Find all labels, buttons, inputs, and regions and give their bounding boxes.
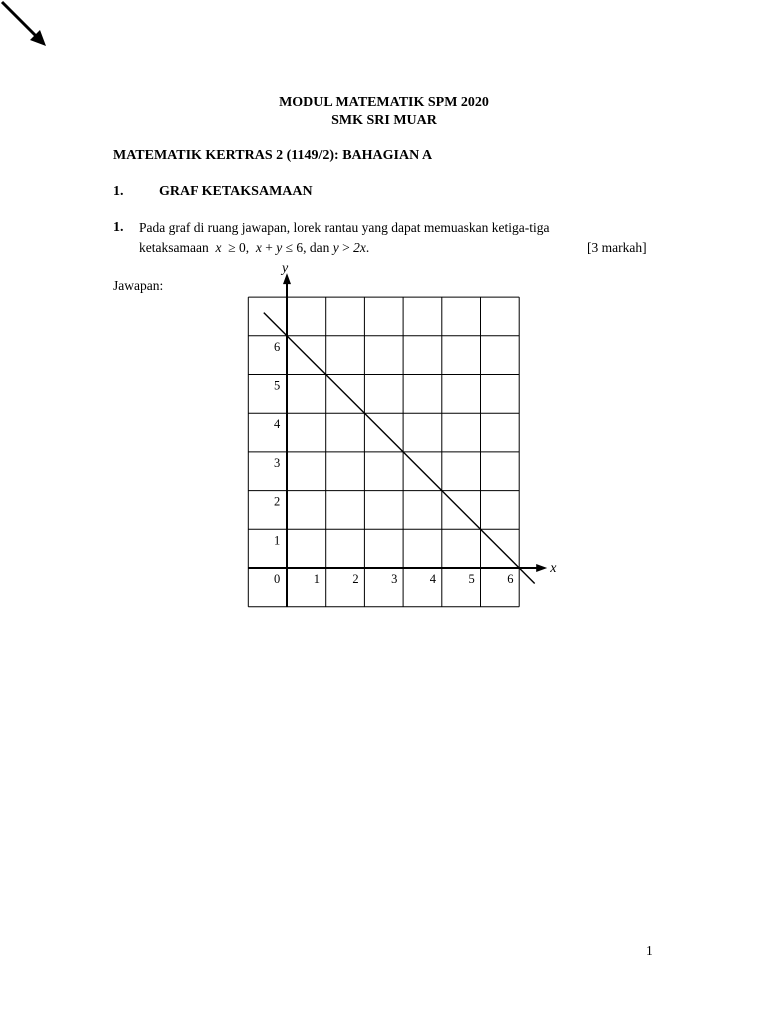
- ineq2-rest: ≤ 6, dan: [285, 240, 330, 255]
- y-tick-label: 1: [274, 533, 281, 548]
- y-tick-label: 5: [274, 378, 281, 393]
- y-axis-label: y: [282, 261, 289, 277]
- x-tick-label: 6: [507, 572, 514, 586]
- y-tick-label: 3: [274, 455, 281, 470]
- question-line-1: Pada graf di ruang jawapan, lorek rantau yang dapat memuaskan ketiga-tiga: [139, 220, 550, 235]
- series-lines: [264, 313, 535, 584]
- ineq3-gt: >: [342, 240, 350, 255]
- ineq2-plus: +: [265, 240, 273, 255]
- x-tick-label: 1: [313, 572, 320, 586]
- x-axis-label: x: [550, 561, 557, 576]
- x-tick-label: 5: [468, 572, 475, 586]
- answer-label: Jawapan:: [113, 278, 164, 293]
- ineq3-rhs: 2x: [353, 240, 366, 255]
- inequality-label: ketaksamaan: [139, 240, 209, 255]
- ineq3-end: .: [365, 240, 370, 255]
- x-axis-arrow: [536, 564, 547, 572]
- x-tick-label: 2: [352, 572, 359, 586]
- ineq1-var: x: [215, 240, 222, 255]
- x-tick-label: 0: [274, 572, 281, 586]
- paper-heading: MATEMATIK KERTRAS 2 (1149/2): BAHAGIAN A: [113, 148, 433, 163]
- page-number: 1: [646, 943, 653, 958]
- section-number: 1.: [113, 184, 124, 199]
- marks-label: [3 markah]: [587, 240, 647, 255]
- tick-labels: [274, 340, 513, 586]
- y-tick-label: 6: [274, 339, 281, 354]
- document-title: MODUL MATEMATIK SPM 2020: [279, 95, 489, 110]
- ineq1-rest: ≥ 0,: [228, 240, 250, 255]
- y-tick-label: 2: [274, 494, 281, 509]
- ineq3-y: y: [332, 240, 339, 255]
- ineq2-y: y: [276, 240, 283, 255]
- x-tick-label: 3: [391, 572, 398, 586]
- ineq2-x: x: [255, 240, 262, 255]
- y-tick-label: 4: [274, 417, 281, 432]
- question-number: 1.: [113, 220, 124, 235]
- section-title: GRAF KETAKSAMAAN: [159, 184, 313, 199]
- x-tick-label: 4: [429, 572, 437, 586]
- grid-lines: [248, 297, 519, 607]
- school-name: SMK SRI MUAR: [331, 113, 437, 128]
- series-line: [264, 313, 535, 584]
